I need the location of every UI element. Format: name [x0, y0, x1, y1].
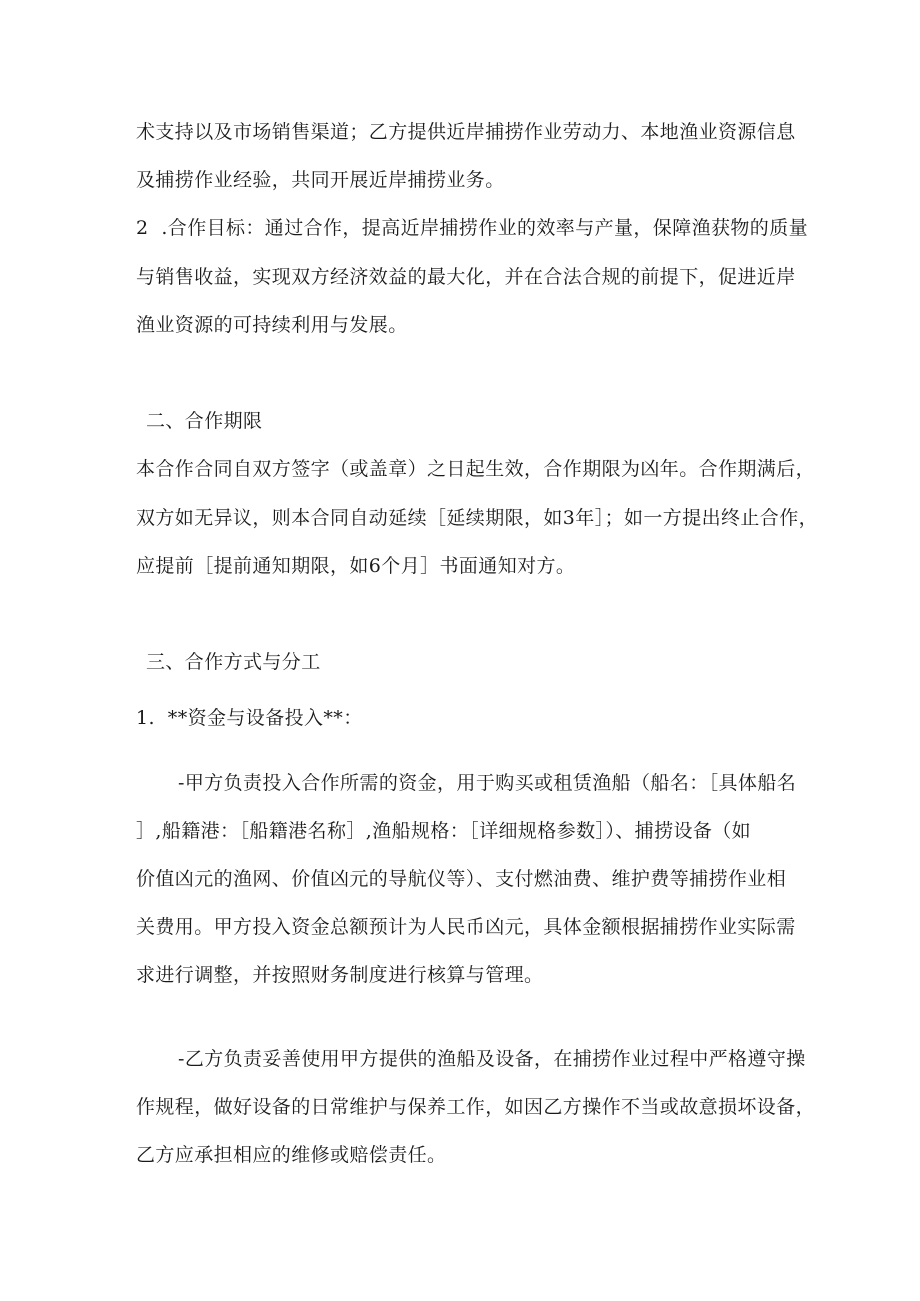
- section-2-line-3: 应提前［提前通知期限，如6个月］书面通知对方。: [136, 555, 576, 577]
- para-b-line-3: 乙方应承担相应的维修或赔偿责任。: [136, 1144, 447, 1166]
- item-1-title: 1. **资金与设备投入**：: [136, 707, 363, 729]
- goal-line-1: 2 .合作目标：通过合作，提高近岸捕捞作业的效率与产量，保障渔获物的质量: [136, 217, 809, 239]
- para-a-line-3: 价值凶元的渔网、价值凶元的导航仪等）、支付燃油费、维护费等捕捞作业相: [136, 868, 787, 890]
- para-a-line-1: -甲方负责投入合作所需的资金，用于购买或租赁渔船（船名：［具体船名: [178, 772, 797, 794]
- para-a-line-2: ］,船籍港：［船籍港名称］,渔船规格：［详细规格参数］）、捕捞设备（如: [136, 820, 752, 842]
- goal-line-2: 与销售收益，实现双方经济效益的最大化，并在合法合规的前提下，促进近岸: [136, 266, 796, 288]
- goal-line-3: 渔业资源的可持续利用与发展。: [136, 314, 408, 336]
- para-a-line-5: 求进行调整，并按照财务制度进行核算与管理。: [136, 964, 544, 986]
- section-2-line-1: 本合作合同自双方签字（或盖章）之日起生效，合作期限为凶年。合作期满后，: [136, 458, 816, 480]
- intro-line-1: 术支持以及市场销售渠道；乙方提供近岸捕捞作业劳动力、本地渔业资源信息: [136, 121, 796, 143]
- section-3-heading: 三、合作方式与分工: [146, 651, 321, 673]
- section-2-heading: 二、合作期限: [146, 410, 263, 432]
- intro-line-2: 及捕捞作业经验，共同开展近岸捕捞业务。: [136, 169, 505, 191]
- para-b-line-2: 作规程，做好设备的日常维护与保养工作，如因乙方操作不当或故意损坏设备，: [136, 1096, 816, 1118]
- para-b-line-1: -乙方负责妥善使用甲方提供的渔船及设备，在捕捞作业过程中严格遵守操: [178, 1048, 806, 1070]
- para-a-line-4: 关费用。甲方投入资金总额预计为人民币凶元，具体金额根据捕捞作业实际需: [136, 916, 796, 938]
- section-2-line-2: 双方如无异议，则本合同自动延续［延续期限，如3年］；如一方提出终止合作，: [136, 507, 818, 529]
